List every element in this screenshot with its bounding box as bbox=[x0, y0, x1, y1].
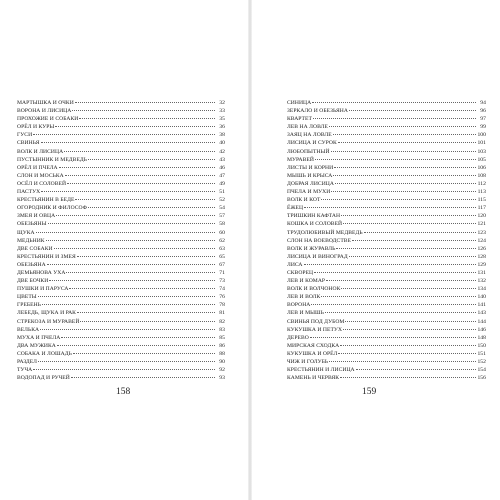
toc-entry bbox=[17, 269, 225, 277]
toc-entry-title: ПУШКИ И ПАРУСА bbox=[17, 286, 69, 293]
toc-entry-page: 73 bbox=[219, 278, 225, 285]
toc-entry-page: 81 bbox=[219, 310, 225, 317]
toc-entry-page: 128 bbox=[477, 253, 486, 260]
toc-entry-title: МЕДЬНИК bbox=[17, 237, 45, 244]
toc-entry-title: МЫШЬ И КРЫСА bbox=[287, 172, 333, 179]
toc-leader-dots bbox=[338, 142, 476, 143]
toc-entry-title: ЛИСИЦА И СУРОК bbox=[287, 140, 337, 147]
toc-entry-page: 35 bbox=[219, 116, 225, 123]
toc-leader-dots bbox=[315, 159, 476, 160]
toc-entry-title: КОШКА И СОЛОВЕЙ bbox=[287, 221, 343, 228]
toc-entry bbox=[287, 204, 486, 212]
toc-entry-page: 52 bbox=[219, 197, 225, 204]
toc-entry bbox=[17, 318, 225, 326]
toc-entry-title: СКВОРЕЦ bbox=[287, 269, 314, 276]
toc-entry-page: 85 bbox=[219, 334, 225, 341]
toc-entry bbox=[17, 115, 225, 123]
toc-entry-title: ДЕРЕВО bbox=[287, 334, 309, 341]
toc-leader-dots bbox=[64, 151, 215, 152]
toc-leader-dots bbox=[49, 280, 215, 281]
toc-leader-dots bbox=[48, 223, 215, 224]
toc-entry-title: ОБЕЗЬЯНЫ bbox=[17, 221, 47, 228]
toc-entry-page: 103 bbox=[477, 148, 486, 155]
toc-leader-dots bbox=[57, 345, 215, 346]
toc-entry-page: 62 bbox=[219, 237, 225, 244]
toc-leader-dots bbox=[88, 159, 215, 160]
toc-entry bbox=[287, 301, 486, 309]
toc-entry bbox=[287, 366, 486, 374]
toc-entry-title: СЛОН И МОСЬКА bbox=[17, 172, 64, 179]
toc-entry-page: 76 bbox=[219, 294, 225, 301]
toc-entry-title: ТРУДОЛЮБИВЫЙ МЕДВЕДЬ bbox=[287, 229, 363, 236]
toc-leader-dots bbox=[69, 288, 215, 289]
toc-entry-title: ДВЕ СОБАКИ bbox=[17, 245, 53, 252]
toc-entry-title: ПРОХОЖИЕ И СОБАКИ bbox=[17, 116, 79, 123]
toc-entry-title: ПАСТУХ bbox=[17, 189, 41, 196]
toc-entry-title: КВАРТЕТ bbox=[287, 116, 312, 123]
toc-entry bbox=[17, 180, 225, 188]
toc-leader-dots bbox=[325, 312, 476, 313]
toc-entry bbox=[17, 374, 225, 382]
toc-entry-page: 54 bbox=[219, 205, 225, 212]
toc-entry bbox=[17, 342, 225, 350]
toc-entry-title: СТРЕКОЗА И МУРАВЕЙ bbox=[17, 318, 80, 325]
toc-entry-title: КУКУШКА И ПЕТУХ bbox=[287, 326, 343, 333]
toc-entry bbox=[287, 245, 486, 253]
toc-leader-dots bbox=[41, 191, 215, 192]
toc-entry-page: 43 bbox=[219, 156, 225, 163]
toc-entry-page: 154 bbox=[477, 367, 486, 374]
toc-entry bbox=[287, 342, 486, 350]
toc-entry-page: 105 bbox=[477, 156, 486, 163]
toc-entry-title: СВИНЬЯ ПОД ДУБОМ bbox=[287, 318, 345, 325]
toc-leader-dots bbox=[338, 353, 476, 354]
toc-entry-title: ЛИСТЫ И КОРНИ bbox=[287, 164, 334, 171]
toc-entry-title: ЛЕБЕДЬ, ЩУКА И РАК bbox=[17, 310, 76, 317]
toc-entry-page: 152 bbox=[477, 359, 486, 365]
toc-leader-dots bbox=[75, 199, 215, 200]
toc-entry-page: 42 bbox=[219, 148, 225, 155]
toc-entry-page: 146 bbox=[477, 326, 486, 333]
toc-list-left bbox=[17, 99, 225, 382]
toc-entry bbox=[287, 309, 486, 317]
toc-entry-title: ЛЕВ И МЫШЬ bbox=[287, 310, 324, 317]
toc-entry-title: ЁЖЕЦ bbox=[287, 205, 304, 212]
page-number-right: 159 bbox=[362, 387, 377, 397]
toc-entry-title: ОСЁЛ И СОЛОВЕЙ bbox=[17, 180, 67, 187]
toc-entry-page: 67 bbox=[219, 261, 225, 268]
toc-leader-dots bbox=[71, 377, 215, 378]
toc-entry-title: ЛЕВ И КОМАР bbox=[287, 278, 326, 285]
toc-leader-dots bbox=[334, 167, 476, 168]
toc-entry bbox=[287, 253, 486, 261]
toc-entry bbox=[17, 212, 225, 220]
toc-entry-page: 38 bbox=[219, 132, 225, 139]
toc-entry-title: ПЧЕЛА И МУХИ bbox=[287, 189, 331, 196]
toc-entry bbox=[287, 172, 486, 180]
toc-entry-page: 126 bbox=[477, 245, 486, 252]
toc-entry bbox=[287, 261, 486, 269]
toc-entry bbox=[287, 285, 486, 293]
toc-leader-dots bbox=[312, 102, 476, 103]
toc-entry-page: 140 bbox=[477, 294, 486, 301]
toc-entry-title: ЦВЕТЫ bbox=[17, 294, 37, 301]
toc-entry-title: МУХА И ПЧЕЛА bbox=[17, 334, 61, 341]
toc-entry-page: 108 bbox=[477, 172, 486, 179]
toc-entry bbox=[17, 334, 225, 342]
toc-entry-page: 112 bbox=[477, 180, 486, 187]
toc-leader-dots bbox=[36, 232, 215, 233]
toc-entry-page: 124 bbox=[477, 237, 486, 244]
toc-leader-dots bbox=[333, 175, 476, 176]
toc-leader-dots bbox=[314, 272, 476, 273]
toc-entry bbox=[287, 164, 486, 172]
toc-entry-page: 58 bbox=[219, 221, 225, 228]
toc-entry-page: 65 bbox=[219, 253, 225, 260]
toc-entry bbox=[287, 99, 486, 107]
toc-entry bbox=[17, 220, 225, 228]
toc-entry-title: ВОЛК И КОТ bbox=[287, 197, 321, 204]
toc-leader-dots bbox=[311, 304, 476, 305]
toc-entry bbox=[287, 358, 486, 366]
toc-entry-page: 74 bbox=[219, 286, 225, 293]
toc-leader-dots bbox=[42, 304, 215, 305]
toc-entry-page: 151 bbox=[477, 350, 486, 357]
toc-entry bbox=[17, 261, 225, 269]
toc-leader-dots bbox=[352, 240, 476, 241]
toc-entry-page: 47 bbox=[219, 172, 225, 179]
toc-entry-page: 83 bbox=[219, 326, 225, 333]
toc-entry bbox=[287, 269, 486, 277]
toc-entry bbox=[17, 148, 225, 156]
toc-entry bbox=[17, 229, 225, 237]
toc-entry-title: СИНИЦА bbox=[287, 100, 312, 106]
toc-entry bbox=[287, 350, 486, 358]
toc-entry-title: КРЕСТЬЯНИН И ЗМЕЯ bbox=[17, 253, 76, 260]
toc-entry-title: ВЕЛЬКА bbox=[17, 326, 40, 333]
toc-list-right bbox=[287, 99, 486, 382]
toc-entry-title: ЛЕВ И ВОЛК bbox=[287, 294, 321, 301]
toc-entry-title: ДВЕ БОЧКИ bbox=[17, 278, 49, 285]
toc-leader-dots bbox=[321, 199, 476, 200]
toc-entry bbox=[287, 229, 486, 237]
toc-entry bbox=[17, 139, 225, 147]
toc-entry-title: ОБЕЗЬЯНА bbox=[17, 261, 46, 268]
toc-entry-page: 60 bbox=[219, 229, 225, 236]
toc-entry bbox=[287, 115, 486, 123]
toc-leader-dots bbox=[364, 232, 476, 233]
toc-entry-title: ГУСИ bbox=[17, 132, 33, 139]
toc-leader-dots bbox=[349, 110, 476, 111]
toc-entry-page: 120 bbox=[477, 213, 486, 220]
toc-leader-dots bbox=[329, 126, 476, 127]
toc-leader-dots bbox=[54, 248, 215, 249]
toc-entry-title: СОБАКА И ЛОШАДЬ bbox=[17, 350, 72, 357]
toc-entry-page: 57 bbox=[219, 213, 225, 220]
toc-entry bbox=[17, 172, 225, 180]
toc-entry-title: ТУЧА bbox=[17, 367, 33, 374]
toc-entry-page: 156 bbox=[477, 375, 486, 382]
toc-leader-dots bbox=[336, 248, 476, 249]
toc-leader-dots bbox=[55, 126, 215, 127]
toc-entry-title: РАЗДЕЛ bbox=[17, 359, 38, 365]
toc-entry-page: 150 bbox=[477, 342, 486, 349]
toc-entry-title: ВОЛК И ВОЛЧОНОК bbox=[287, 286, 341, 293]
toc-entry bbox=[287, 123, 486, 131]
toc-entry-title: ОРЁЛ И КУРЫ bbox=[17, 124, 55, 131]
toc-entry-page: 63 bbox=[219, 245, 225, 252]
toc-leader-dots bbox=[38, 296, 215, 297]
toc-leader-dots bbox=[343, 223, 476, 224]
toc-leader-dots bbox=[56, 215, 215, 216]
toc-entry-title: ЩУКА bbox=[17, 229, 35, 236]
toc-entry bbox=[17, 350, 225, 358]
toc-entry bbox=[287, 237, 486, 245]
toc-entry-page: 90 bbox=[219, 359, 225, 365]
toc-entry bbox=[17, 245, 225, 253]
toc-leader-dots bbox=[80, 321, 215, 322]
toc-entry-page: 99 bbox=[480, 124, 486, 131]
page-number-left: 158 bbox=[116, 387, 131, 397]
toc-entry bbox=[287, 188, 486, 196]
toc-leader-dots bbox=[343, 329, 476, 330]
toc-entry-page: 88 bbox=[219, 350, 225, 357]
toc-leader-dots bbox=[341, 215, 476, 216]
toc-leader-dots bbox=[321, 296, 476, 297]
toc-entry-page: 36 bbox=[219, 124, 225, 131]
toc-entry-page: 141 bbox=[477, 302, 486, 309]
right-page bbox=[287, 99, 486, 382]
toc-entry bbox=[287, 374, 486, 382]
toc-entry bbox=[287, 326, 486, 334]
toc-entry-page: 123 bbox=[477, 229, 486, 236]
toc-entry-title: ЧИЖ И ГОЛУБЬ bbox=[287, 359, 329, 365]
toc-entry-title: ЛЕВ НА ЛОВЛЕ bbox=[287, 124, 328, 131]
toc-entry-page: 121 bbox=[477, 221, 486, 228]
toc-entry-title: КРЕСТЬЯНИН И ЛИСИЦА bbox=[287, 367, 355, 374]
toc-leader-dots bbox=[59, 167, 215, 168]
toc-entry bbox=[17, 123, 225, 131]
toc-leader-dots bbox=[66, 272, 215, 273]
toc-entry bbox=[17, 277, 225, 285]
toc-leader-dots bbox=[349, 256, 476, 257]
toc-entry bbox=[287, 148, 486, 156]
toc-leader-dots bbox=[341, 288, 476, 289]
toc-entry-title: ЗЕРКАЛО И ОБЕЗЬЯНА bbox=[287, 108, 348, 115]
toc-entry-page: 82 bbox=[219, 318, 225, 325]
toc-entry bbox=[287, 180, 486, 188]
toc-leader-dots bbox=[313, 118, 476, 119]
toc-entry-title: КУКУШКА И ОРЁЛ bbox=[287, 350, 338, 357]
toc-entry-title: ВОЛК И ЖУРАВЛЬ bbox=[287, 245, 336, 252]
toc-leader-dots bbox=[329, 361, 476, 362]
toc-entry-page: 86 bbox=[219, 342, 225, 349]
toc-entry bbox=[287, 156, 486, 164]
toc-leader-dots bbox=[67, 183, 215, 184]
toc-leader-dots bbox=[73, 353, 215, 354]
toc-leader-dots bbox=[79, 118, 215, 119]
toc-entry bbox=[17, 253, 225, 261]
toc-entry-page: 49 bbox=[219, 180, 225, 187]
toc-entry-page: 94 bbox=[480, 100, 486, 106]
toc-leader-dots bbox=[61, 337, 215, 338]
toc-entry-page: 78 bbox=[219, 302, 225, 309]
toc-entry bbox=[17, 301, 225, 309]
toc-entry-title: ЛИСИЦА И ВИНОГРАД bbox=[287, 253, 348, 260]
toc-entry bbox=[287, 212, 486, 220]
toc-entry bbox=[287, 293, 486, 301]
toc-leader-dots bbox=[41, 142, 216, 143]
toc-entry-title: ЛИСА bbox=[287, 261, 303, 268]
toc-entry-title: ВОДОПАД И РУЧЕЙ bbox=[17, 375, 70, 382]
toc-leader-dots bbox=[331, 151, 476, 152]
toc-entry-title: ВОРОНА bbox=[287, 302, 311, 309]
toc-entry-page: 33 bbox=[219, 108, 225, 115]
toc-entry-title: ВОРОНА И ЛИСИЦА bbox=[17, 108, 72, 115]
toc-entry-page: 131 bbox=[477, 269, 486, 276]
toc-entry bbox=[17, 358, 225, 366]
toc-leader-dots bbox=[88, 207, 215, 208]
toc-leader-dots bbox=[345, 321, 476, 322]
toc-leader-dots bbox=[326, 280, 476, 281]
toc-leader-dots bbox=[75, 102, 215, 103]
toc-entry-title: ОРЁЛ И ПЧЕЛА bbox=[17, 164, 58, 171]
toc-entry-title: СЛОН НА ВОЕВОДСТВЕ bbox=[287, 237, 352, 244]
toc-entry bbox=[17, 204, 225, 212]
toc-entry bbox=[17, 326, 225, 334]
toc-entry bbox=[17, 188, 225, 196]
toc-entry-title: КРЕСТЬЯНИН В БЕДЕ bbox=[17, 197, 75, 204]
toc-entry-page: 101 bbox=[477, 140, 486, 147]
toc-entry bbox=[287, 334, 486, 342]
toc-entry-page: 117 bbox=[477, 205, 486, 212]
toc-entry bbox=[17, 107, 225, 115]
toc-entry bbox=[287, 277, 486, 285]
toc-entry-title: МАРТЫШКА И ОЧКИ bbox=[17, 100, 74, 106]
toc-entry-page: 106 bbox=[477, 164, 486, 171]
toc-leader-dots bbox=[33, 134, 215, 135]
toc-entry-title: МУРАВЕЙ bbox=[287, 156, 314, 163]
toc-entry-title: ОГОРОДНИК И ФИЛОСОФ bbox=[17, 205, 88, 212]
toc-entry-page: 96 bbox=[480, 108, 486, 115]
toc-leader-dots bbox=[77, 312, 215, 313]
toc-leader-dots bbox=[335, 183, 476, 184]
toc-entry bbox=[17, 309, 225, 317]
toc-entry bbox=[287, 318, 486, 326]
toc-entry-title: ВОЛК И ЛИСИЦА bbox=[17, 148, 64, 155]
left-page bbox=[17, 99, 225, 382]
toc-entry-title: ДЕМЬЯНОВА УХА bbox=[17, 269, 66, 276]
toc-entry-page: 115 bbox=[477, 197, 486, 204]
toc-entry-title: КАМЕНЬ И ЧЕРВЯК bbox=[287, 375, 340, 382]
toc-entry-title: ЗАЯЦ НА ЛОВЛЕ bbox=[287, 132, 332, 139]
toc-entry bbox=[17, 285, 225, 293]
toc-entry-title: ДОБРАЯ ЛИСИЦА bbox=[287, 180, 334, 187]
toc-leader-dots bbox=[72, 110, 215, 111]
toc-leader-dots bbox=[65, 175, 215, 176]
toc-leader-dots bbox=[310, 337, 476, 338]
toc-entry-title: СВИНЬЯ bbox=[17, 140, 40, 147]
toc-entry-page: 132 bbox=[477, 278, 486, 285]
toc-leader-dots bbox=[333, 134, 476, 135]
toc-entry bbox=[287, 196, 486, 204]
toc-entry-page: 113 bbox=[477, 189, 486, 196]
toc-entry bbox=[17, 366, 225, 374]
toc-entry-title: ЛЮБОПЫТНЫЙ bbox=[287, 148, 330, 155]
toc-leader-dots bbox=[340, 377, 476, 378]
toc-entry-title: ДВА МУЖИКА bbox=[17, 342, 56, 349]
toc-entry bbox=[17, 293, 225, 301]
toc-leader-dots bbox=[77, 256, 215, 257]
toc-entry bbox=[17, 99, 225, 107]
toc-leader-dots bbox=[46, 240, 215, 241]
toc-entry bbox=[17, 237, 225, 245]
toc-entry-page: 51 bbox=[219, 189, 225, 196]
toc-entry-page: 129 bbox=[477, 261, 486, 268]
toc-entry bbox=[17, 196, 225, 204]
book-gutter bbox=[248, 0, 252, 500]
toc-entry-page: 40 bbox=[219, 140, 225, 147]
toc-entry-title: МИРСКАЯ СХОДКА bbox=[287, 342, 340, 349]
toc-entry-page: 46 bbox=[219, 164, 225, 171]
toc-leader-dots bbox=[356, 369, 476, 370]
toc-entry-page: 143 bbox=[477, 310, 486, 317]
toc-leader-dots bbox=[38, 361, 215, 362]
toc-leader-dots bbox=[340, 345, 476, 346]
toc-entry-title: ТРИШКИН КАФТАН bbox=[287, 213, 341, 220]
toc-leader-dots bbox=[33, 369, 215, 370]
toc-entry-page: 71 bbox=[219, 269, 225, 276]
toc-entry bbox=[287, 139, 486, 147]
toc-leader-dots bbox=[304, 264, 476, 265]
toc-entry bbox=[17, 131, 225, 139]
toc-entry-page: 144 bbox=[477, 318, 486, 325]
toc-entry bbox=[287, 131, 486, 139]
toc-entry-page: 32 bbox=[219, 100, 225, 106]
toc-entry-title: ПУСТЫННИК И МЕДВЕДЬ bbox=[17, 156, 88, 163]
toc-entry-title: ГРЕБЕНЬ bbox=[17, 302, 41, 309]
toc-entry-title: ЗМЕЯ И ОВЦА bbox=[17, 213, 56, 220]
toc-entry bbox=[287, 107, 486, 115]
toc-entry bbox=[17, 164, 225, 172]
toc-entry-page: 92 bbox=[219, 367, 225, 374]
toc-entry-page: 97 bbox=[480, 116, 486, 123]
toc-entry-page: 134 bbox=[477, 286, 486, 293]
toc-leader-dots bbox=[40, 329, 215, 330]
toc-leader-dots bbox=[304, 207, 476, 208]
toc-leader-dots bbox=[47, 264, 215, 265]
toc-entry bbox=[17, 156, 225, 164]
toc-entry-page: 100 bbox=[477, 132, 486, 139]
toc-entry-page: 148 bbox=[477, 334, 486, 341]
toc-entry-page: 93 bbox=[219, 375, 225, 382]
toc-leader-dots bbox=[331, 191, 476, 192]
toc-entry bbox=[287, 220, 486, 228]
